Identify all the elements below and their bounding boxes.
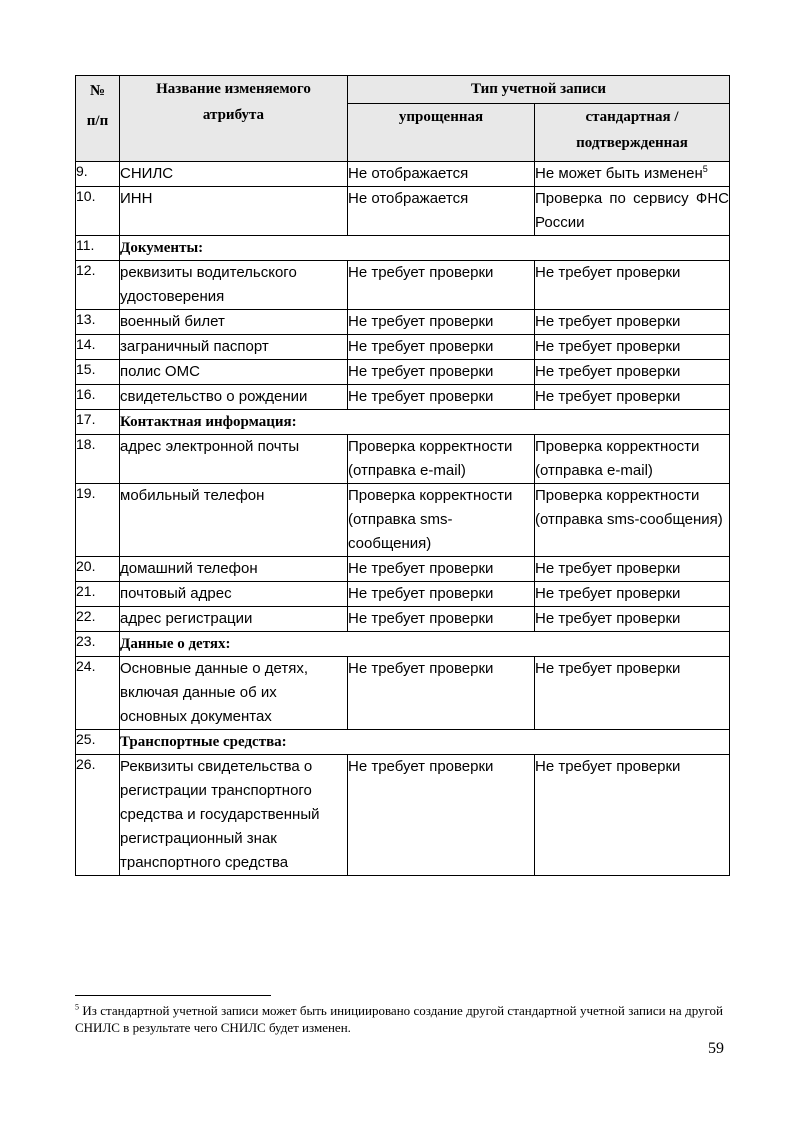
standard-value-text: Не требует проверки xyxy=(535,313,681,330)
row-number: 20. xyxy=(76,557,120,582)
simplified-value: Не отображается xyxy=(348,187,535,236)
attribute-name: адрес электронной почты xyxy=(120,435,348,484)
simplified-value: Не требует проверки xyxy=(348,755,535,876)
attribute-name: Реквизиты свидетельства о регистрации транспортного средства и государственный регистрационный знак транспортного средства xyxy=(120,755,348,876)
standard-value-text: Не требует проверки xyxy=(535,264,681,281)
section-row xyxy=(76,730,730,755)
header-attribute: Название изменяемого атрибута xyxy=(120,76,348,162)
simplified-value: Не требует проверки xyxy=(348,607,535,632)
standard-value xyxy=(535,557,730,582)
row-number: 11. xyxy=(76,236,120,261)
table-row xyxy=(76,385,730,410)
footnote xyxy=(75,1002,723,1036)
standard-value xyxy=(535,310,730,335)
section-row xyxy=(76,632,730,657)
standard-value-text: Проверка корректности (отправка e-mail) xyxy=(535,438,700,479)
header-number: № п/п xyxy=(76,76,120,162)
attribute-name: заграничный паспорт xyxy=(120,335,348,360)
attributes-table xyxy=(75,75,730,876)
standard-value-text: Не может быть изменен xyxy=(535,165,703,182)
row-number: 17. xyxy=(76,410,120,435)
simplified-value: Не отображается xyxy=(348,162,535,187)
standard-value-text: Проверка по сервису ФНС России xyxy=(535,190,730,231)
row-number: 14. xyxy=(76,335,120,360)
standard-value xyxy=(535,162,730,187)
footnote-reference: 5 xyxy=(702,164,708,174)
row-number: 26. xyxy=(76,755,120,876)
footnote-mark: 5 xyxy=(75,1002,79,1012)
attribute-name: домашний телефон xyxy=(120,557,348,582)
standard-value-text: Не требует проверки xyxy=(535,610,681,627)
attribute-name: Основные данные о детях, включая данные об их основных документах xyxy=(120,657,348,730)
standard-value xyxy=(535,187,730,236)
header-standard: стандартная / подтвержденная xyxy=(535,104,730,162)
section-title: Контактная информация: xyxy=(120,410,730,435)
row-number: 22. xyxy=(76,607,120,632)
page-number: 59 xyxy=(708,1040,724,1057)
table-row xyxy=(76,310,730,335)
row-number: 15. xyxy=(76,360,120,385)
row-number: 21. xyxy=(76,582,120,607)
simplified-value: Не требует проверки xyxy=(348,335,535,360)
standard-value xyxy=(535,755,730,876)
table-row xyxy=(76,162,730,187)
attribute-name: СНИЛС xyxy=(120,162,348,187)
standard-value-text: Не требует проверки xyxy=(535,660,681,677)
attribute-name: реквизиты водительского удостоверения xyxy=(120,261,348,310)
standard-value xyxy=(535,657,730,730)
attribute-name: адрес регистрации xyxy=(120,607,348,632)
attribute-name: военный билет xyxy=(120,310,348,335)
table-row xyxy=(76,360,730,385)
row-number: 16. xyxy=(76,385,120,410)
attribute-name: свидетельство о рождении xyxy=(120,385,348,410)
row-number: 10. xyxy=(76,187,120,236)
simplified-value: Проверка корректности (отправка e-mail) xyxy=(348,435,535,484)
table-row xyxy=(76,187,730,236)
simplified-value: Не требует проверки xyxy=(348,360,535,385)
standard-value xyxy=(535,582,730,607)
standard-value-text: Не требует проверки xyxy=(535,585,681,602)
standard-value xyxy=(535,484,730,557)
row-number: 23. xyxy=(76,632,120,657)
simplified-value: Не требует проверки xyxy=(348,310,535,335)
attribute-name: почтовый адрес xyxy=(120,582,348,607)
section-title: Данные о детях: xyxy=(120,632,730,657)
footnote-separator xyxy=(75,995,271,996)
table-row xyxy=(76,261,730,310)
section-title: Транспортные средства: xyxy=(120,730,730,755)
header-simplified: упрощенная xyxy=(348,104,535,162)
standard-value-text: Не требует проверки xyxy=(535,560,681,577)
standard-value xyxy=(535,607,730,632)
attribute-name: мобильный телефон xyxy=(120,484,348,557)
table-row xyxy=(76,557,730,582)
row-number: 24. xyxy=(76,657,120,730)
row-number: 9. xyxy=(76,162,120,187)
table-row xyxy=(76,435,730,484)
simplified-value: Проверка корректности (отправка sms-сообщения) xyxy=(348,484,535,557)
attribute-name: полис ОМС xyxy=(120,360,348,385)
table-row xyxy=(76,335,730,360)
header-account-type: Тип учетной записи xyxy=(348,76,730,104)
simplified-value: Не требует проверки xyxy=(348,385,535,410)
table-row xyxy=(76,484,730,557)
table-row xyxy=(76,755,730,876)
simplified-value: Не требует проверки xyxy=(348,261,535,310)
standard-value-text: Не требует проверки xyxy=(535,363,681,380)
footnote-text: Из стандартной учетной записи может быть инициировано создание другой стандартной учетной записи на другой СНИЛС в результате чего СНИЛС будет изменен. xyxy=(75,1003,723,1035)
standard-value xyxy=(535,261,730,310)
row-number: 18. xyxy=(76,435,120,484)
attribute-name: ИНН xyxy=(120,187,348,236)
section-title: Документы: xyxy=(120,236,730,261)
section-row xyxy=(76,410,730,435)
table-row xyxy=(76,607,730,632)
section-row xyxy=(76,236,730,261)
standard-value-text: Не требует проверки xyxy=(535,338,681,355)
standard-value-text: Не требует проверки xyxy=(535,758,681,775)
table-row xyxy=(76,582,730,607)
row-number: 25. xyxy=(76,730,120,755)
row-number: 12. xyxy=(76,261,120,310)
simplified-value: Не требует проверки xyxy=(348,582,535,607)
row-number: 19. xyxy=(76,484,120,557)
standard-value-text: Проверка корректности (отправка sms-сообщения) xyxy=(535,487,723,528)
simplified-value: Не требует проверки xyxy=(348,557,535,582)
standard-value xyxy=(535,385,730,410)
row-number: 13. xyxy=(76,310,120,335)
table-row xyxy=(76,657,730,730)
standard-value xyxy=(535,360,730,385)
standard-value xyxy=(535,335,730,360)
simplified-value: Не требует проверки xyxy=(348,657,535,730)
standard-value xyxy=(535,435,730,484)
standard-value-text: Не требует проверки xyxy=(535,388,681,405)
